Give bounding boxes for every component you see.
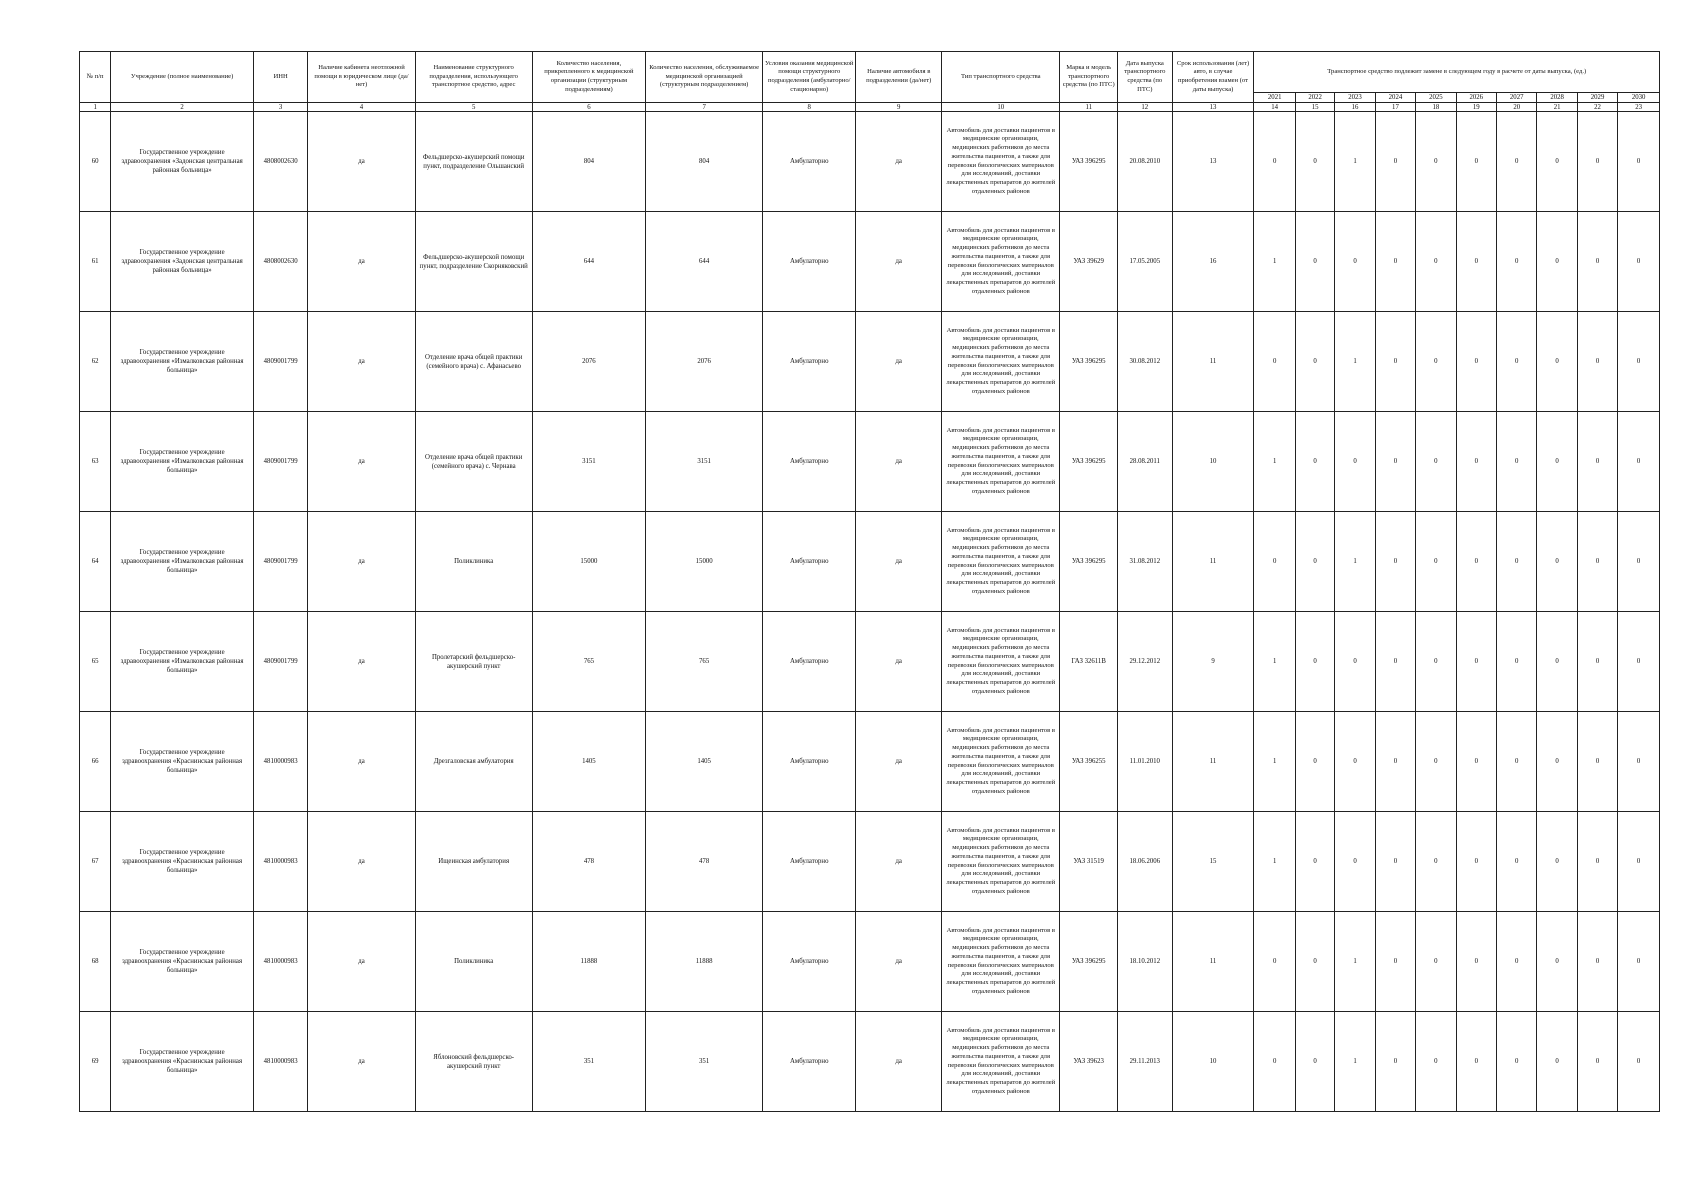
replacement-year-cell: 0: [1416, 312, 1456, 412]
replacement-year-cell: 0: [1497, 612, 1537, 712]
header-year-2028: 2028: [1537, 93, 1577, 103]
replacement-year-cell: 0: [1577, 212, 1617, 312]
table-body: [80, 112, 1660, 1112]
header-replacement: Транспортное средство подлежит замене в следующем году в расчете от даты выпуска, (ед.): [1254, 52, 1660, 93]
replacement-year-cell: 0: [1618, 712, 1660, 812]
replacement-year-cell: 1: [1335, 912, 1375, 1012]
replacement-year-cell: 0: [1618, 812, 1660, 912]
replacement-year-cell: 1: [1254, 212, 1295, 312]
population-attached-cell: 351: [532, 1012, 645, 1112]
replacement-year-cell: 0: [1618, 1012, 1660, 1112]
column-number: 21: [1537, 103, 1577, 112]
column-number: 10: [942, 103, 1060, 112]
replacement-year-cell: 0: [1497, 812, 1537, 912]
replacement-year-cell: 0: [1497, 312, 1537, 412]
column-number: 23: [1618, 103, 1660, 112]
table-row: [80, 1012, 1660, 1112]
replacement-year-cell: 0: [1375, 112, 1415, 212]
inn-cell: 4810000983: [253, 812, 308, 912]
column-number: 18: [1416, 103, 1456, 112]
replacement-year-cell: 0: [1577, 912, 1617, 1012]
replacement-year-cell: 0: [1335, 712, 1375, 812]
row-number-cell: 61: [80, 212, 111, 312]
replacement-year-cell: 0: [1416, 412, 1456, 512]
vehicle-model-cell: УАЗ 396295: [1060, 312, 1118, 412]
replacement-year-cell: 0: [1497, 412, 1537, 512]
care-conditions-cell: Амбулаторно: [763, 712, 856, 812]
replacement-year-cell: 0: [1618, 612, 1660, 712]
population-attached-cell: 15000: [532, 512, 645, 612]
replacement-year-cell: 0: [1416, 712, 1456, 812]
population-attached-cell: 3151: [532, 412, 645, 512]
care-conditions-cell: Амбулаторно: [763, 1012, 856, 1112]
department-cell: Поликлиника: [415, 912, 532, 1012]
release-date-cell: 20.08.2010: [1118, 112, 1173, 212]
population-served-cell: 804: [646, 112, 763, 212]
usage-term-cell: 10: [1172, 1012, 1254, 1112]
emergency-room-cell: да: [308, 912, 415, 1012]
column-number: 14: [1254, 103, 1295, 112]
usage-term-cell: 10: [1172, 412, 1254, 512]
care-conditions-cell: Амбулаторно: [763, 812, 856, 912]
emergency-room-cell: да: [308, 312, 415, 412]
replacement-year-cell: 0: [1577, 512, 1617, 612]
department-cell: Поликлиника: [415, 512, 532, 612]
replacement-year-cell: 0: [1497, 212, 1537, 312]
inn-cell: 4809001799: [253, 312, 308, 412]
institution-cell: Государственное учреждение здравоохранения «Краснинская районная больница»: [111, 1012, 254, 1112]
population-served-cell: 2076: [646, 312, 763, 412]
replacement-year-cell: 0: [1537, 912, 1577, 1012]
department-cell: Отделение врача общей практики (семейного врача) с. Афанасьево: [415, 312, 532, 412]
usage-term-cell: 9: [1172, 612, 1254, 712]
row-number-cell: 65: [80, 612, 111, 712]
replacement-year-cell: 0: [1537, 312, 1577, 412]
replacement-year-cell: 1: [1335, 512, 1375, 612]
vehicle-type-cell: Автомобиль для доставки пациентов в медицинские организации, медицинских работников до места жительства пациентов, а также для перевозки биологических материалов для исследований, доставки лекарственных препаратов до жителей отдаленных районов: [942, 712, 1060, 812]
replacement-year-cell: 0: [1416, 912, 1456, 1012]
vehicle-model-cell: УАЗ 396295: [1060, 912, 1118, 1012]
vehicle-type-cell: Автомобиль для доставки пациентов в медицинские организации, медицинских работников до места жительства пациентов, а также для перевозки биологических материалов для исследований, доставки лекарственных препаратов до жителей отдаленных районов: [942, 612, 1060, 712]
replacement-year-cell: 1: [1254, 712, 1295, 812]
inn-cell: 4810000983: [253, 712, 308, 812]
population-served-cell: 478: [646, 812, 763, 912]
replacement-year-cell: 0: [1456, 712, 1496, 812]
vehicle-type-cell: Автомобиль для доставки пациентов в медицинские организации, медицинских работников до места жительства пациентов, а также для перевозки биологических материалов для исследований, доставки лекарственных препаратов до жителей отдаленных районов: [942, 912, 1060, 1012]
institution-cell: Государственное учреждение здравоохранения «Измалковская районная больница»: [111, 412, 254, 512]
inn-cell: 4808002630: [253, 212, 308, 312]
replacement-year-cell: 0: [1375, 512, 1415, 612]
population-served-cell: 1405: [646, 712, 763, 812]
replacement-year-cell: 0: [1456, 612, 1496, 712]
replacement-year-cell: 0: [1537, 1012, 1577, 1112]
replacement-year-cell: 0: [1335, 412, 1375, 512]
replacement-year-cell: 0: [1537, 712, 1577, 812]
replacement-year-cell: 0: [1416, 612, 1456, 712]
release-date-cell: 31.08.2012: [1118, 512, 1173, 612]
car-available-cell: да: [856, 912, 942, 1012]
care-conditions-cell: Амбулаторно: [763, 512, 856, 612]
emergency-room-cell: да: [308, 812, 415, 912]
replacement-year-cell: 0: [1375, 712, 1415, 812]
vehicle-type-cell: Автомобиль для доставки пациентов в медицинские организации, медицинских работников до места жительства пациентов, а также для перевозки биологических материалов для исследований, доставки лекарственных препаратов до жителей отдаленных районов: [942, 412, 1060, 512]
emergency-room-cell: да: [308, 1012, 415, 1112]
inn-cell: 4809001799: [253, 412, 308, 512]
replacement-year-cell: 0: [1456, 112, 1496, 212]
replacement-year-cell: 0: [1618, 512, 1660, 612]
column-number: 8: [763, 103, 856, 112]
replacement-year-cell: 0: [1295, 312, 1334, 412]
replacement-year-cell: 1: [1254, 612, 1295, 712]
vehicle-type-cell: Автомобиль для доставки пациентов в медицинские организации, медицинских работников до места жительства пациентов, а также для перевозки биологических материалов для исследований, доставки лекарственных препаратов до жителей отдаленных районов: [942, 812, 1060, 912]
replacement-year-cell: 0: [1335, 812, 1375, 912]
header-year-2026: 2026: [1456, 93, 1496, 103]
replacement-year-cell: 0: [1295, 812, 1334, 912]
replacement-year-cell: 0: [1254, 912, 1295, 1012]
replacement-year-cell: 0: [1295, 612, 1334, 712]
usage-term-cell: 11: [1172, 912, 1254, 1012]
department-cell: Яблоновский фельдшерско-акушерский пункт: [415, 1012, 532, 1112]
column-number: 1: [80, 103, 111, 112]
replacement-year-cell: 1: [1335, 112, 1375, 212]
population-attached-cell: 765: [532, 612, 645, 712]
emergency-room-cell: да: [308, 712, 415, 812]
car-available-cell: да: [856, 212, 942, 312]
department-cell: Фельдшерско-акушерский помощи пункт, подразделение Ольшанский: [415, 112, 532, 212]
car-available-cell: да: [856, 1012, 942, 1112]
release-date-cell: 17.05.2005: [1118, 212, 1173, 312]
header-vehicle-model: Марка и модель транспортного средства (по ПТС): [1060, 52, 1118, 103]
vehicle-model-cell: УАЗ 396295: [1060, 412, 1118, 512]
replacement-year-cell: 0: [1254, 312, 1295, 412]
emergency-room-cell: да: [308, 412, 415, 512]
institution-cell: Государственное учреждение здравоохранения «Измалковская районная больница»: [111, 612, 254, 712]
header-year-2030: 2030: [1618, 93, 1660, 103]
row-number-cell: 63: [80, 412, 111, 512]
replacement-year-cell: 0: [1537, 412, 1577, 512]
replacement-year-cell: 0: [1295, 512, 1334, 612]
population-served-cell: 11888: [646, 912, 763, 1012]
replacement-year-cell: 0: [1537, 512, 1577, 612]
column-number: 15: [1295, 103, 1334, 112]
population-served-cell: 351: [646, 1012, 763, 1112]
table-row: [80, 612, 1660, 712]
header-institution: Учреждение (полное наименование): [111, 52, 254, 103]
column-number: 16: [1335, 103, 1375, 112]
replacement-year-cell: 1: [1254, 412, 1295, 512]
inn-cell: 4810000983: [253, 1012, 308, 1112]
emergency-room-cell: да: [308, 212, 415, 312]
institution-cell: Государственное учреждение здравоохранения «Краснинская районная больница»: [111, 912, 254, 1012]
replacement-year-cell: 0: [1537, 612, 1577, 712]
usage-term-cell: 11: [1172, 312, 1254, 412]
header-year-2025: 2025: [1416, 93, 1456, 103]
population-served-cell: 3151: [646, 412, 763, 512]
vehicle-model-cell: ГАЗ 32611В: [1060, 612, 1118, 712]
row-number-cell: 62: [80, 312, 111, 412]
replacement-year-cell: 0: [1537, 812, 1577, 912]
institution-cell: Государственное учреждение здравоохранения «Задонская центральная районная больница»: [111, 112, 254, 212]
replacement-year-cell: 0: [1335, 612, 1375, 712]
header-population-served: Количество населения, обслуживаемое медицинской организацией (структурным подразделением): [646, 52, 763, 103]
column-number: 7: [646, 103, 763, 112]
header-year-2029: 2029: [1577, 93, 1617, 103]
column-number: 13: [1172, 103, 1254, 112]
release-date-cell: 28.08.2011: [1118, 412, 1173, 512]
column-number: 12: [1118, 103, 1173, 112]
column-number: 22: [1577, 103, 1617, 112]
replacement-year-cell: 0: [1456, 212, 1496, 312]
header-inn: ИНН: [253, 52, 308, 103]
vehicle-model-cell: УАЗ 396295: [1060, 112, 1118, 212]
car-available-cell: да: [856, 612, 942, 712]
header-care-conditions: Условия оказания медицинской помощи структурного подразделения (амбулаторно/ стационарно): [763, 52, 856, 103]
car-available-cell: да: [856, 312, 942, 412]
population-attached-cell: 644: [532, 212, 645, 312]
replacement-year-cell: 0: [1456, 812, 1496, 912]
department-cell: Отделение врача общей практики (семейного врача) с. Чернава: [415, 412, 532, 512]
institution-cell: Государственное учреждение здравоохранения «Краснинская районная больница»: [111, 712, 254, 812]
release-date-cell: 29.12.2012: [1118, 612, 1173, 712]
car-available-cell: да: [856, 412, 942, 512]
replacement-year-cell: 1: [1335, 1012, 1375, 1112]
replacement-year-cell: 0: [1416, 1012, 1456, 1112]
replacement-year-cell: 0: [1416, 112, 1456, 212]
replacement-year-cell: 0: [1375, 812, 1415, 912]
header-department: Наименование структурного подразделения, использующего транспортное средство, адрес: [415, 52, 532, 103]
replacement-year-cell: 0: [1375, 612, 1415, 712]
emergency-room-cell: да: [308, 112, 415, 212]
replacement-year-cell: 0: [1497, 512, 1537, 612]
care-conditions-cell: Амбулаторно: [763, 612, 856, 712]
department-cell: Ищеинская амбулатория: [415, 812, 532, 912]
column-number: 5: [415, 103, 532, 112]
column-number: 2: [111, 103, 254, 112]
car-available-cell: да: [856, 112, 942, 212]
header-year-2023: 2023: [1335, 93, 1375, 103]
replacement-year-cell: 0: [1618, 312, 1660, 412]
vehicle-model-cell: УАЗ 396255: [1060, 712, 1118, 812]
inn-cell: 4809001799: [253, 612, 308, 712]
header-year-2027: 2027: [1497, 93, 1537, 103]
replacement-year-cell: 0: [1618, 112, 1660, 212]
row-number-cell: 64: [80, 512, 111, 612]
replacement-year-cell: 0: [1295, 912, 1334, 1012]
table-row: [80, 312, 1660, 412]
table-row: [80, 212, 1660, 312]
table-row: [80, 912, 1660, 1012]
replacement-year-cell: 0: [1577, 312, 1617, 412]
population-served-cell: 15000: [646, 512, 763, 612]
column-number: 20: [1497, 103, 1537, 112]
replacement-year-cell: 0: [1577, 712, 1617, 812]
replacement-year-cell: 0: [1295, 212, 1334, 312]
header-emergency-room: Наличие кабинета неотложной помощи в юридическом лице (да/нет): [308, 52, 415, 103]
replacement-year-cell: 0: [1456, 312, 1496, 412]
care-conditions-cell: Амбулаторно: [763, 412, 856, 512]
vehicle-model-cell: УАЗ 39629: [1060, 212, 1118, 312]
column-number: 3: [253, 103, 308, 112]
car-available-cell: да: [856, 812, 942, 912]
replacement-year-cell: 0: [1618, 912, 1660, 1012]
replacement-year-cell: 0: [1254, 512, 1295, 612]
care-conditions-cell: Амбулаторно: [763, 912, 856, 1012]
row-number-cell: 67: [80, 812, 111, 912]
header-release-date: Дата выпуска транспортного средства (по ПТС): [1118, 52, 1173, 103]
replacement-year-cell: 0: [1537, 212, 1577, 312]
column-numbers-row: [80, 103, 1660, 112]
car-available-cell: да: [856, 512, 942, 612]
replacement-year-cell: 0: [1375, 312, 1415, 412]
usage-term-cell: 11: [1172, 712, 1254, 812]
institution-cell: Государственное учреждение здравоохранения «Измалковская районная больница»: [111, 312, 254, 412]
replacement-year-cell: 0: [1537, 112, 1577, 212]
replacement-year-cell: 0: [1416, 512, 1456, 612]
department-cell: Пролетарский фельдшерско-акушерский пункт: [415, 612, 532, 712]
header-year-2021: 2021: [1254, 93, 1295, 103]
release-date-cell: 11.01.2010: [1118, 712, 1173, 812]
inn-cell: 4810000983: [253, 912, 308, 1012]
release-date-cell: 30.08.2012: [1118, 312, 1173, 412]
replacement-year-cell: 0: [1577, 812, 1617, 912]
institution-cell: Государственное учреждение здравоохранения «Краснинская районная больница»: [111, 812, 254, 912]
care-conditions-cell: Амбулаторно: [763, 212, 856, 312]
replacement-year-cell: 0: [1295, 1012, 1334, 1112]
replacement-year-cell: 0: [1456, 412, 1496, 512]
table-row: [80, 712, 1660, 812]
header-population-attached: Количество населения, прикрепленного к медицинской организации (структурным подразделениям): [532, 52, 645, 103]
department-cell: Дрезгаловская амбулатория: [415, 712, 532, 812]
replacement-year-cell: 0: [1375, 1012, 1415, 1112]
care-conditions-cell: Амбулаторно: [763, 112, 856, 212]
header-usage-term: Срок использования (лет) авто, в случае приобретения взамен (от даты выпуска): [1172, 52, 1254, 103]
replacement-year-cell: 1: [1335, 312, 1375, 412]
emergency-room-cell: да: [308, 512, 415, 612]
usage-term-cell: 16: [1172, 212, 1254, 312]
row-number-cell: 69: [80, 1012, 111, 1112]
replacement-year-cell: 0: [1254, 112, 1295, 212]
car-available-cell: да: [856, 712, 942, 812]
population-attached-cell: 2076: [532, 312, 645, 412]
release-date-cell: 29.11.2013: [1118, 1012, 1173, 1112]
row-number-cell: 60: [80, 112, 111, 212]
column-number: 9: [856, 103, 942, 112]
population-attached-cell: 478: [532, 812, 645, 912]
header-row-number: № п/п: [80, 52, 111, 103]
header-year-2024: 2024: [1375, 93, 1415, 103]
column-number: 11: [1060, 103, 1118, 112]
header-vehicle-type: Тип транспортного средства: [942, 52, 1060, 103]
vehicle-model-cell: УАЗ 31519: [1060, 812, 1118, 912]
vehicle-model-cell: УАЗ 396295: [1060, 512, 1118, 612]
inn-cell: 4808002630: [253, 112, 308, 212]
replacement-year-cell: 0: [1416, 212, 1456, 312]
population-served-cell: 644: [646, 212, 763, 312]
replacement-year-cell: 0: [1295, 112, 1334, 212]
replacement-year-cell: 0: [1577, 112, 1617, 212]
replacement-year-cell: 0: [1497, 112, 1537, 212]
replacement-year-cell: 0: [1335, 212, 1375, 312]
replacement-year-cell: 0: [1497, 1012, 1537, 1112]
row-number-cell: 66: [80, 712, 111, 812]
replacement-year-cell: 0: [1577, 612, 1617, 712]
table-row: [80, 112, 1660, 212]
vehicle-type-cell: Автомобиль для доставки пациентов в медицинские организации, медицинских работников до места жительства пациентов, а также для перевозки биологических материалов для исследований, доставки лекарственных препаратов до жителей отдаленных районов: [942, 512, 1060, 612]
replacement-year-cell: 0: [1375, 212, 1415, 312]
emergency-room-cell: да: [308, 612, 415, 712]
department-cell: Фельдшерско-акушерской помощи пункт, подразделение Скорняковский: [415, 212, 532, 312]
replacement-year-cell: 0: [1456, 912, 1496, 1012]
header-car-available: Наличие автомобиля в подразделении (да/нет): [856, 52, 942, 103]
usage-term-cell: 11: [1172, 512, 1254, 612]
replacement-year-cell: 0: [1456, 512, 1496, 612]
replacement-year-cell: 0: [1375, 912, 1415, 1012]
population-attached-cell: 11888: [532, 912, 645, 1012]
replacement-year-cell: 0: [1497, 912, 1537, 1012]
vehicle-type-cell: Автомобиль для доставки пациентов в медицинские организации, медицинских работников до места жительства пациентов, а также для перевозки биологических материалов для исследований, доставки лекарственных препаратов до жителей отдаленных районов: [942, 212, 1060, 312]
replacement-year-cell: 0: [1375, 412, 1415, 512]
institution-cell: Государственное учреждение здравоохранения «Задонская центральная районная больница»: [111, 212, 254, 312]
vehicle-type-cell: Автомобиль для доставки пациентов в медицинские организации, медицинских работников до места жительства пациентов, а также для перевозки биологических материалов для исследований, доставки лекарственных препаратов до жителей отдаленных районов: [942, 1012, 1060, 1112]
usage-term-cell: 15: [1172, 812, 1254, 912]
release-date-cell: 18.10.2012: [1118, 912, 1173, 1012]
vehicle-replacement-table: [79, 51, 1660, 1112]
replacement-year-cell: 0: [1295, 412, 1334, 512]
column-number: 6: [532, 103, 645, 112]
table-row: [80, 512, 1660, 612]
replacement-year-cell: 0: [1456, 1012, 1496, 1112]
population-attached-cell: 1405: [532, 712, 645, 812]
institution-cell: Государственное учреждение здравоохранения «Измалковская районная больница»: [111, 512, 254, 612]
table-row: [80, 412, 1660, 512]
replacement-year-cell: 0: [1295, 712, 1334, 812]
vehicle-model-cell: УАЗ 39623: [1060, 1012, 1118, 1112]
row-number-cell: 68: [80, 912, 111, 1012]
care-conditions-cell: Амбулаторно: [763, 312, 856, 412]
header-year-2022: 2022: [1295, 93, 1334, 103]
usage-term-cell: 13: [1172, 112, 1254, 212]
replacement-year-cell: 0: [1618, 412, 1660, 512]
replacement-year-cell: 1: [1254, 812, 1295, 912]
inn-cell: 4809001799: [253, 512, 308, 612]
table-row: [80, 812, 1660, 912]
header-row: [80, 52, 1660, 93]
population-served-cell: 765: [646, 612, 763, 712]
replacement-year-cell: 0: [1416, 812, 1456, 912]
release-date-cell: 18.06.2006: [1118, 812, 1173, 912]
population-attached-cell: 804: [532, 112, 645, 212]
replacement-year-cell: 0: [1577, 412, 1617, 512]
replacement-year-cell: 0: [1254, 1012, 1295, 1112]
vehicle-type-cell: Автомобиль для доставки пациентов в медицинские организации, медицинских работников до места жительства пациентов, а также для перевозки биологических материалов для исследований, доставки лекарственных препаратов до жителей отдаленных районов: [942, 312, 1060, 412]
replacement-year-cell: 0: [1577, 1012, 1617, 1112]
column-number: 19: [1456, 103, 1496, 112]
vehicle-type-cell: Автомобиль для доставки пациентов в медицинские организации, медицинских работников до места жительства пациентов, а также для перевозки биологических материалов для исследований, доставки лекарственных препаратов до жителей отдаленных районов: [942, 112, 1060, 212]
column-number: 17: [1375, 103, 1415, 112]
replacement-year-cell: 0: [1618, 212, 1660, 312]
column-number: 4: [308, 103, 415, 112]
replacement-year-cell: 0: [1497, 712, 1537, 812]
